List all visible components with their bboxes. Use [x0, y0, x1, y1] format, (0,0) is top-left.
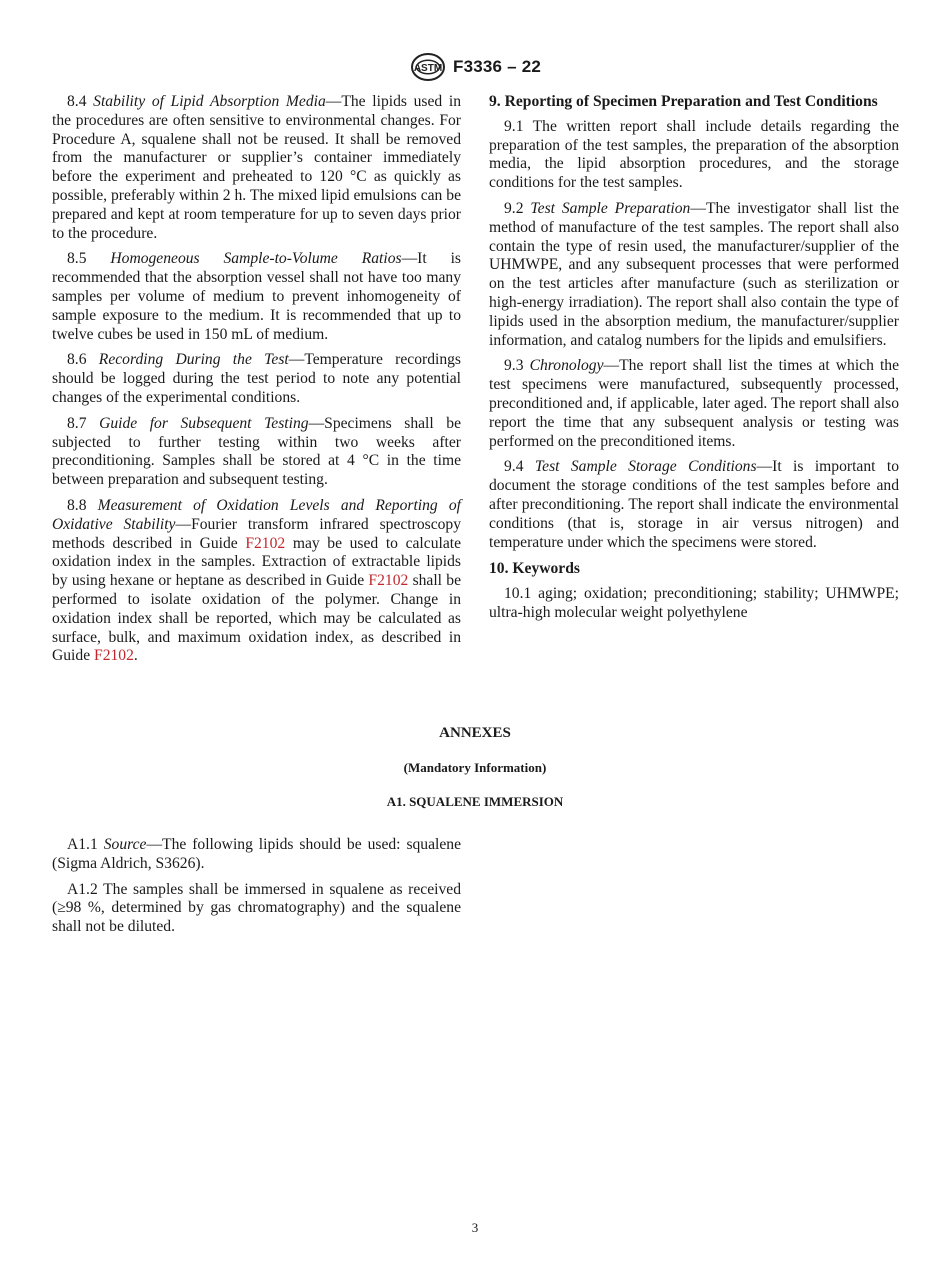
right-column	[489, 93, 899, 630]
annexes-title: ANNEXES	[439, 725, 511, 741]
annex-header	[0, 725, 950, 810]
paragraph-a1-2: A1.2 The samples shall be immersed in squalene as received (≥98 %, determined by gas chromatography) and the squalene shall not be diluted.	[52, 880, 461, 936]
paragraph-9-3: 9.3 Chronology—The report shall list the times at which the test specimens were manufactured, subsequently processed, preconditioned and, if applicable, later aged. The report shall also report the time that any subsequent analysis or testing was performed on the preconditioned items.	[489, 357, 899, 450]
annex-a1-title: A1. SQUALENE IMMERSION	[386, 794, 564, 809]
mandatory-information: (Mandatory Information)	[403, 760, 547, 775]
link-f2102[interactable]: F2102	[245, 534, 286, 552]
paragraph-9-4: 9.4 Test Sample Storage Conditions—It is important to document the storage conditions of the test samples before and after preconditioning. The report shall indicate the environmental conditions (that is, storage in air versus nitrogen) and temperature under which the specimens were stored.	[489, 458, 900, 551]
left-column	[52, 93, 461, 673]
paragraph-8-5: 8.5 Homogeneous Sample-to-Volume Ratios—It is recommended that the absorption vessel shall not have too many samples per volume of medium to prevent inhomogeneity of sample exposure to the medium. It is recommended that up to twelve cubes be used in 150 mL of medium.	[52, 250, 461, 343]
svg-text:ASTM: ASTM	[413, 63, 443, 74]
page-header	[0, 52, 950, 82]
paragraph-9-2: 9.2 Test Sample Preparation—The investigator shall list the method of manufacture of the test samples. The report shall also contain the type of resin used, the manufacturer/supplier of the UHMWPE, and any subsequent processes that were performed on the test articles after manufacture (such as sterilization or high-energy irradiation). The report shall also contain the type of lipids used in the absorption medium, the manufacturer/supplier information, and catalog numbers for the lipids and emulsifiers.	[489, 199, 899, 349]
document-id: F3336 – 22	[452, 57, 541, 76]
section-10-heading: 10. Keywords	[489, 560, 580, 578]
link-f2102[interactable]: F2102	[94, 647, 134, 665]
paragraph-a1-1: A1.1 Source—The following lipids should be used: squalene (Sigma Aldrich, S3626).	[52, 836, 461, 872]
section-9-heading: 9. Reporting of Specimen Preparation and Test Conditions	[489, 93, 878, 110]
paragraph-8-8: 8.8 Measurement of Oxidation Levels and Reporting of Oxidative Stability—Fourier transform infrared spectroscopy methods described in Guide F2102 may be used to calculate oxidation index in the samples. Extraction of extractable lipids by using hexane or heptane as described in Guide F2102 shall be performed to isolate oxidation of the polymer. Change in oxidation index shall be reported, which may be calculated as surface, bulk, and maximum oxidation index, as described in Guide F2102.	[52, 496, 462, 665]
paragraph-9-1: 9.1 The written report shall include details regarding the preparation of the test samples, the preparation of the absorption media, the lipid absorption procedures, and the storage conditions for the test samples.	[489, 117, 899, 192]
annex-column	[52, 836, 461, 944]
paragraph-10-1: 10.1 aging; oxidation; preconditioning; stability; UHMWPE; ultra-high molecular weight polyethylene	[489, 585, 899, 621]
paragraph-8-4: 8.4 Stability of Lipid Absorption Media—The lipids used in the procedures are often sensitive to environmental changes. For Procedure A, squalene shall not be reused. It shall be removed from the manufacturer or supplier’s container immediately before the experiment and preheated to 120 °C as quickly as possible, preferably within 2 h. The mixed lipid emulsions can be prepared and kept at room temperature for up to seven days prior to the procedure.	[52, 93, 461, 242]
paragraph-8-7: 8.7 Guide for Subsequent Testing—Specimens shall be subjected to further testing within two weeks after preconditioning. Samples shall be stored at 4 °C in the time between preparation and subsequent testing.	[52, 414, 462, 489]
page-number: 3	[471, 1220, 479, 1235]
astm-logo-icon	[409, 52, 447, 82]
paragraph-8-6: 8.6 Recording During the Test—Temperature recordings should be logged during the test period to note any potential changes of the experimental conditions.	[52, 351, 461, 406]
link-f2102[interactable]: F2102	[368, 572, 409, 590]
